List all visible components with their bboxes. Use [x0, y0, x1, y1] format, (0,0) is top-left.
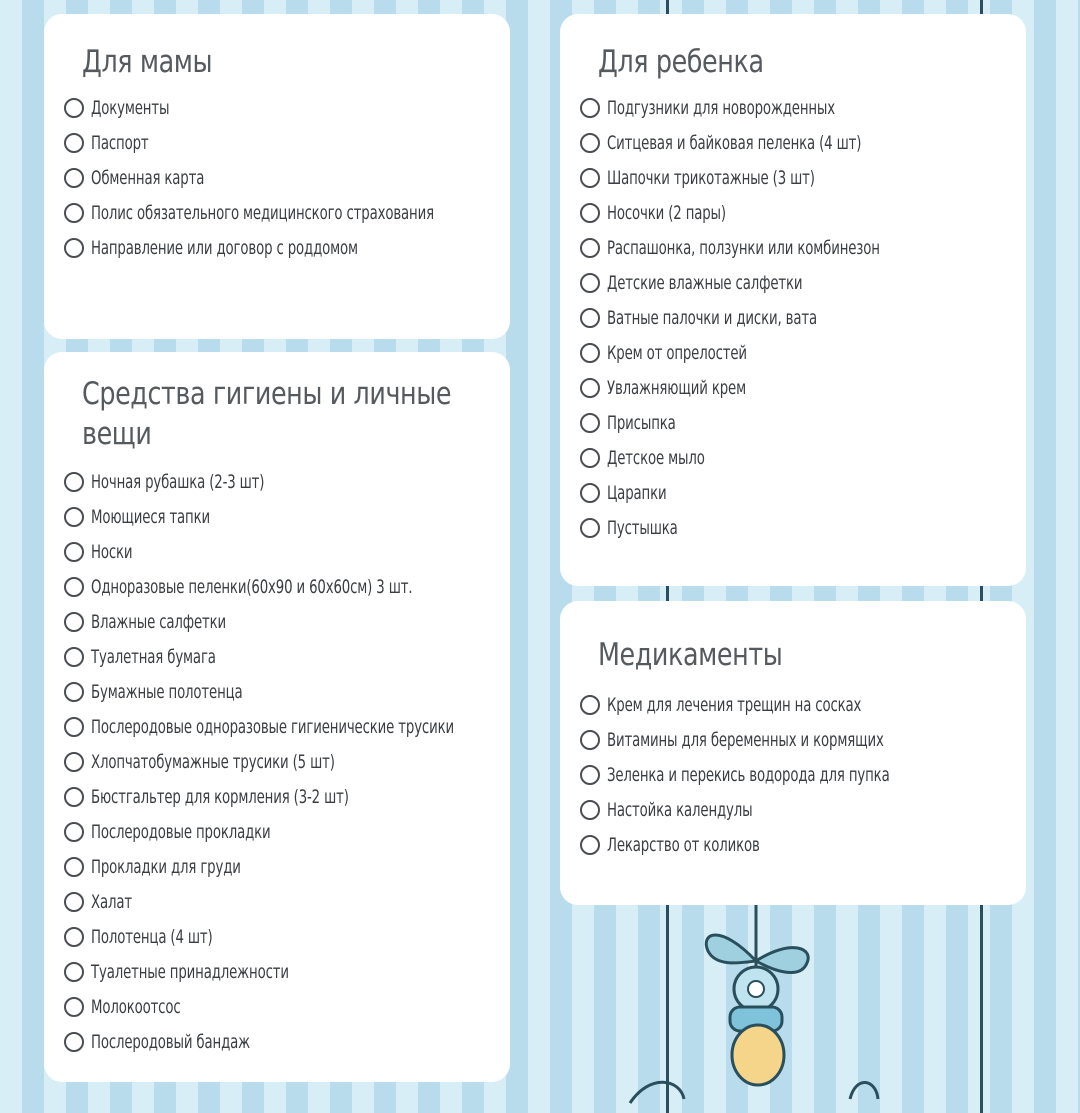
checklist-item[interactable]	[64, 1024, 490, 1059]
checklist-meds	[580, 687, 1006, 862]
checklist-item[interactable]	[64, 125, 490, 160]
card-baby	[560, 14, 1026, 586]
checklist-item-label: Паспорт	[91, 131, 149, 154]
checklist-item[interactable]	[580, 475, 1006, 510]
checklist-item-label: Детское мыло	[607, 446, 705, 469]
hanging-string	[980, 905, 983, 1113]
circle-checkbox-icon[interactable]	[64, 577, 84, 597]
checklist-item-label: Обменная карта	[91, 166, 205, 189]
checklist-item-label: Зеленка и перекись водорода для пупка	[607, 763, 890, 786]
checklist-item[interactable]	[64, 814, 490, 849]
checklist-item-label: Витамины для беременных и кормящих	[607, 728, 884, 751]
circle-checkbox-icon[interactable]	[64, 787, 84, 807]
checklist-item[interactable]	[64, 160, 490, 195]
checklist-item[interactable]	[64, 989, 490, 1024]
checklist-item[interactable]	[580, 265, 1006, 300]
checklist-item-label: Послеродовые одноразовые гигиенические трусики	[91, 715, 454, 738]
circle-checkbox-icon[interactable]	[64, 717, 84, 737]
checklist-item[interactable]	[580, 827, 1006, 862]
checklist-item-label: Пустышка	[607, 516, 678, 539]
checklist-item-label: Крем от опрелостей	[607, 341, 747, 364]
checklist-item[interactable]	[64, 90, 490, 125]
checklist-item[interactable]	[64, 744, 490, 779]
circle-checkbox-icon[interactable]	[580, 413, 600, 433]
circle-checkbox-icon[interactable]	[580, 203, 600, 223]
circle-checkbox-icon[interactable]	[580, 730, 600, 750]
checklist-item[interactable]	[64, 674, 490, 709]
checklist-item[interactable]	[64, 954, 490, 989]
checklist-item-label: Полис обязательного медицинского страхования	[91, 201, 434, 224]
checklist-item-label: Увлажняющий крем	[607, 376, 746, 399]
card-hygiene-title: Средства гигиены и личные вещи	[82, 376, 452, 452]
checklist-item-label: Распашонка, ползунки или комбинезон	[607, 236, 880, 259]
circle-checkbox-icon[interactable]	[64, 962, 84, 982]
checklist-item[interactable]	[64, 919, 490, 954]
checklist-item[interactable]	[580, 300, 1006, 335]
circle-checkbox-icon[interactable]	[580, 273, 600, 293]
checklist-item-label: Прокладки для груди	[91, 855, 241, 878]
checklist-item[interactable]	[64, 884, 490, 919]
checklist-item[interactable]	[580, 370, 1006, 405]
checklist-item[interactable]	[64, 849, 490, 884]
hanging-string	[666, 0, 669, 14]
pacifier-icon	[620, 903, 880, 1113]
circle-checkbox-icon[interactable]	[580, 343, 600, 363]
checklist-item[interactable]	[580, 757, 1006, 792]
hanging-string	[980, 0, 983, 14]
circle-checkbox-icon[interactable]	[64, 507, 84, 527]
checklist-item[interactable]	[64, 604, 490, 639]
circle-checkbox-icon[interactable]	[64, 682, 84, 702]
card-baby-title: Для ребенка	[598, 44, 764, 80]
checklist-item-label: Одноразовые пеленки(60х90 и 60х60см) 3 шт.	[91, 575, 413, 598]
checklist-item-label: Ситцевая и байковая пеленка (4 шт)	[607, 131, 862, 154]
checklist-baby	[580, 90, 1006, 545]
checklist-item[interactable]	[64, 499, 490, 534]
checklist-item-label: Детские влажные салфетки	[607, 271, 803, 294]
card-hygiene	[44, 352, 510, 1082]
checklist-hygiene	[64, 464, 490, 1059]
checklist-item[interactable]	[580, 510, 1006, 545]
circle-checkbox-icon[interactable]	[64, 168, 84, 188]
checklist-item-label: Молокоотсос	[91, 995, 181, 1018]
checklist-item[interactable]	[64, 230, 490, 265]
checklist-item-label: Хлопчатобумажные трусики (5 шт)	[91, 750, 335, 773]
card-meds-title: Медикаменты	[598, 637, 783, 673]
checklist-item-label: Направление или договор с роддомом	[91, 236, 358, 259]
checklist-item-label: Послеродовый бандаж	[91, 1030, 250, 1053]
checklist-item[interactable]	[580, 405, 1006, 440]
circle-checkbox-icon[interactable]	[64, 612, 84, 632]
circle-checkbox-icon[interactable]	[64, 203, 84, 223]
circle-checkbox-icon[interactable]	[580, 168, 600, 188]
checklist-item[interactable]	[580, 722, 1006, 757]
checklist-item[interactable]	[580, 125, 1006, 160]
checklist-item-label: Лекарство от коликов	[607, 833, 760, 856]
circle-checkbox-icon[interactable]	[64, 927, 84, 947]
circle-checkbox-icon[interactable]	[580, 378, 600, 398]
circle-checkbox-icon[interactable]	[580, 98, 600, 118]
checklist-item[interactable]	[64, 709, 490, 744]
checklist-item-label: Носочки (2 пары)	[607, 201, 726, 224]
checklist-item-label: Носки	[91, 540, 133, 563]
circle-checkbox-icon[interactable]	[580, 695, 600, 715]
circle-checkbox-icon[interactable]	[64, 98, 84, 118]
checklist-item[interactable]	[580, 90, 1006, 125]
circle-checkbox-icon[interactable]	[580, 238, 600, 258]
checklist-item[interactable]	[64, 195, 490, 230]
checklist-item-label: Туалетные принадлежности	[91, 960, 289, 983]
checklist-item-label: Влажные салфетки	[91, 610, 227, 633]
circle-checkbox-icon[interactable]	[64, 647, 84, 667]
circle-checkbox-icon[interactable]	[580, 800, 600, 820]
circle-checkbox-icon[interactable]	[580, 308, 600, 328]
circle-checkbox-icon[interactable]	[580, 483, 600, 503]
card-mom	[44, 14, 510, 339]
circle-checkbox-icon[interactable]	[64, 892, 84, 912]
checklist-item[interactable]	[64, 569, 490, 604]
checklist-mom	[64, 90, 490, 265]
circle-checkbox-icon[interactable]	[580, 765, 600, 785]
checklist-item[interactable]	[580, 195, 1006, 230]
checklist-item-label: Моющиеся тапки	[91, 505, 211, 528]
checklist-item-label: Ночная рубашка (2-3 шт)	[91, 470, 265, 493]
circle-checkbox-icon[interactable]	[64, 542, 84, 562]
checklist-item[interactable]	[64, 639, 490, 674]
checklist-item[interactable]	[580, 687, 1006, 722]
circle-checkbox-icon[interactable]	[580, 448, 600, 468]
checklist-item-label: Настойка календулы	[607, 798, 753, 821]
checklist-item[interactable]	[580, 335, 1006, 370]
checklist-item-label: Присыпка	[607, 411, 676, 434]
checklist-item-label: Бюстгальтер для кормления (3-2 шт)	[91, 785, 349, 808]
checklist-item-label: Халат	[91, 890, 132, 913]
checklist-item[interactable]	[64, 464, 490, 499]
card-meds	[560, 601, 1026, 905]
circle-checkbox-icon[interactable]	[580, 133, 600, 153]
hanging-string	[666, 586, 669, 602]
hanging-string	[980, 586, 983, 602]
checklist-item-label: Туалетная бумага	[91, 645, 216, 668]
circle-checkbox-icon[interactable]	[64, 133, 84, 153]
checklist-item[interactable]	[580, 440, 1006, 475]
checklist-item[interactable]	[64, 534, 490, 569]
circle-checkbox-icon[interactable]	[580, 835, 600, 855]
checklist-item-label: Бумажные полотенца	[91, 680, 243, 703]
checklist-item-label: Шапочки трикотажные (3 шт)	[607, 166, 815, 189]
circle-checkbox-icon[interactable]	[64, 472, 84, 492]
checklist-item-label: Подгузники для новорожденных	[607, 96, 836, 119]
checklist-item-label: Ватные палочки и диски, вата	[607, 306, 817, 329]
circle-checkbox-icon[interactable]	[64, 1032, 84, 1052]
checklist-item[interactable]	[64, 779, 490, 814]
circle-checkbox-icon[interactable]	[64, 822, 84, 842]
circle-checkbox-icon[interactable]	[64, 997, 84, 1017]
checklist-item-label: Царапки	[607, 481, 667, 504]
checklist-item[interactable]	[580, 792, 1006, 827]
card-mom-title: Для мамы	[82, 44, 213, 80]
circle-checkbox-icon[interactable]	[64, 238, 84, 258]
checklist-item-label: Полотенца (4 шт)	[91, 925, 213, 948]
checklist-item[interactable]	[580, 160, 1006, 195]
checklist-item-label: Документы	[91, 96, 170, 119]
checklist-item-label: Послеродовые прокладки	[91, 820, 271, 843]
circle-checkbox-icon[interactable]	[64, 857, 84, 877]
circle-checkbox-icon[interactable]	[580, 518, 600, 538]
checklist-item-label: Крем для лечения трещин на сосках	[607, 693, 862, 716]
circle-checkbox-icon[interactable]	[64, 752, 84, 772]
checklist-item[interactable]	[580, 230, 1006, 265]
